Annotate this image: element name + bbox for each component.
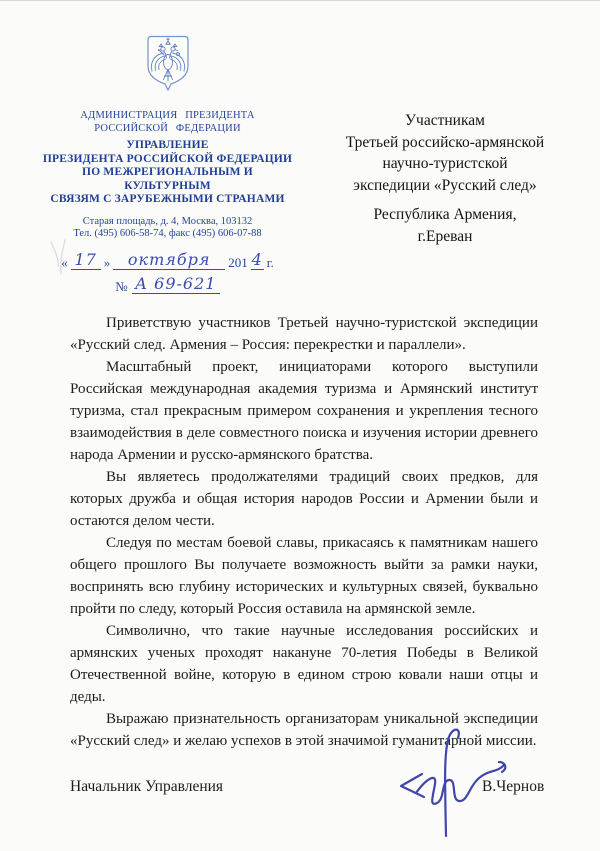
dept-name-line1: УПРАВЛЕНИЕ bbox=[126, 139, 209, 151]
paragraph: Вы являетесь продолжателями традиций своих предков, для которых дружба и общая история народов России и Армении были и остаются делом чести. bbox=[70, 469, 538, 529]
paragraph: Приветствую участников Третьей научно-туристской экспедиции «Русский след. Армения – Россия: перекрестки и параллели». bbox=[70, 315, 538, 353]
org-phone: Тел. (495) 606-58-74, факс (495) 606-07-88 bbox=[73, 228, 262, 239]
close-quote: » bbox=[103, 254, 111, 270]
dept-name-line4: СВЯЗЯМ С ЗАРУБЕЖНЫМИ СТРАНАМИ bbox=[50, 193, 285, 205]
handwritten-number: А 69-621 bbox=[132, 276, 220, 294]
letter-body bbox=[70, 312, 538, 752]
recipient-location-line: г.Ереван bbox=[417, 227, 473, 245]
handwritten-year-digit: 4 bbox=[251, 249, 263, 269]
paragraph: Символично, что такие научные исследования российских и армянских ученых проходят накануне 70-летия Победы в Великой Отечественной войне, которую в едином строю ковали наши отцы и деды. bbox=[70, 623, 538, 705]
year-printed: 201 bbox=[228, 254, 248, 270]
scan-edge bbox=[0, 0, 600, 1]
document-number-line bbox=[40, 273, 295, 294]
date-line bbox=[40, 249, 295, 270]
recipient-location-line: Республика Армения, bbox=[373, 206, 517, 223]
recipient-line: Участникам bbox=[405, 112, 485, 129]
handwritten-month: октября bbox=[113, 252, 225, 270]
dept-name-line2: ПРЕЗИДЕНТА РОССИЙСКОЙ ФЕДЕРАЦИИ bbox=[42, 152, 293, 165]
handwritten-day: 17 bbox=[71, 252, 101, 270]
open-quote: « bbox=[61, 254, 68, 270]
recipient-line: Третьей российско-армянской bbox=[345, 133, 545, 151]
signer-name: В.Чернов bbox=[482, 778, 545, 795]
org-name-line1: АДМИНИСТРАЦИЯ ПРЕЗИДЕНТА bbox=[80, 110, 255, 121]
year-suffix: г. bbox=[266, 254, 274, 270]
recipient-block bbox=[330, 110, 560, 247]
recipient-line: научно-туристской bbox=[382, 155, 508, 172]
paragraph: Масштабный проект, инициаторами которого выступили Российская международная академия туризма и Армянский институт туризма, стал прекрасным примером сохранения и укрепления тесного взаимодействия в деле совместного поиска и изучения истории древнего народа Армении и русско-армянского братства. bbox=[70, 359, 538, 463]
signer-position-title: Начальник Управления bbox=[70, 778, 224, 795]
coat-of-arms-icon bbox=[40, 34, 295, 100]
number-label: № bbox=[115, 278, 128, 294]
paragraph: Выражаю признательность организаторам уникальной экспедиции «Русский след» и желаю успехов в этой значимой гуманитарной миссии. bbox=[70, 711, 538, 749]
dept-name-line3: ПО МЕЖРЕГИОНАЛЬНЫМ И КУЛЬТУРНЫМ bbox=[82, 166, 253, 192]
recipient-line: экспедиции «Русский след» bbox=[353, 176, 537, 194]
faint-pencil-mark bbox=[48, 238, 70, 278]
org-address: Старая площадь, д. 4, Москва, 103132 bbox=[82, 215, 253, 227]
paragraph: Следуя по местам боевой славы, прикасаясь к памятникам нашего общего прошлого Вы получаете возможность выйти за рамки науки, воспринять всю глубину исторических и культурных связей, буквально пройти по следу, который Россия оставила на армянской земле. bbox=[70, 535, 538, 617]
org-name-line2: РОССИЙСКОЙ ФЕДЕРАЦИИ bbox=[94, 123, 241, 134]
letterhead bbox=[40, 34, 295, 294]
